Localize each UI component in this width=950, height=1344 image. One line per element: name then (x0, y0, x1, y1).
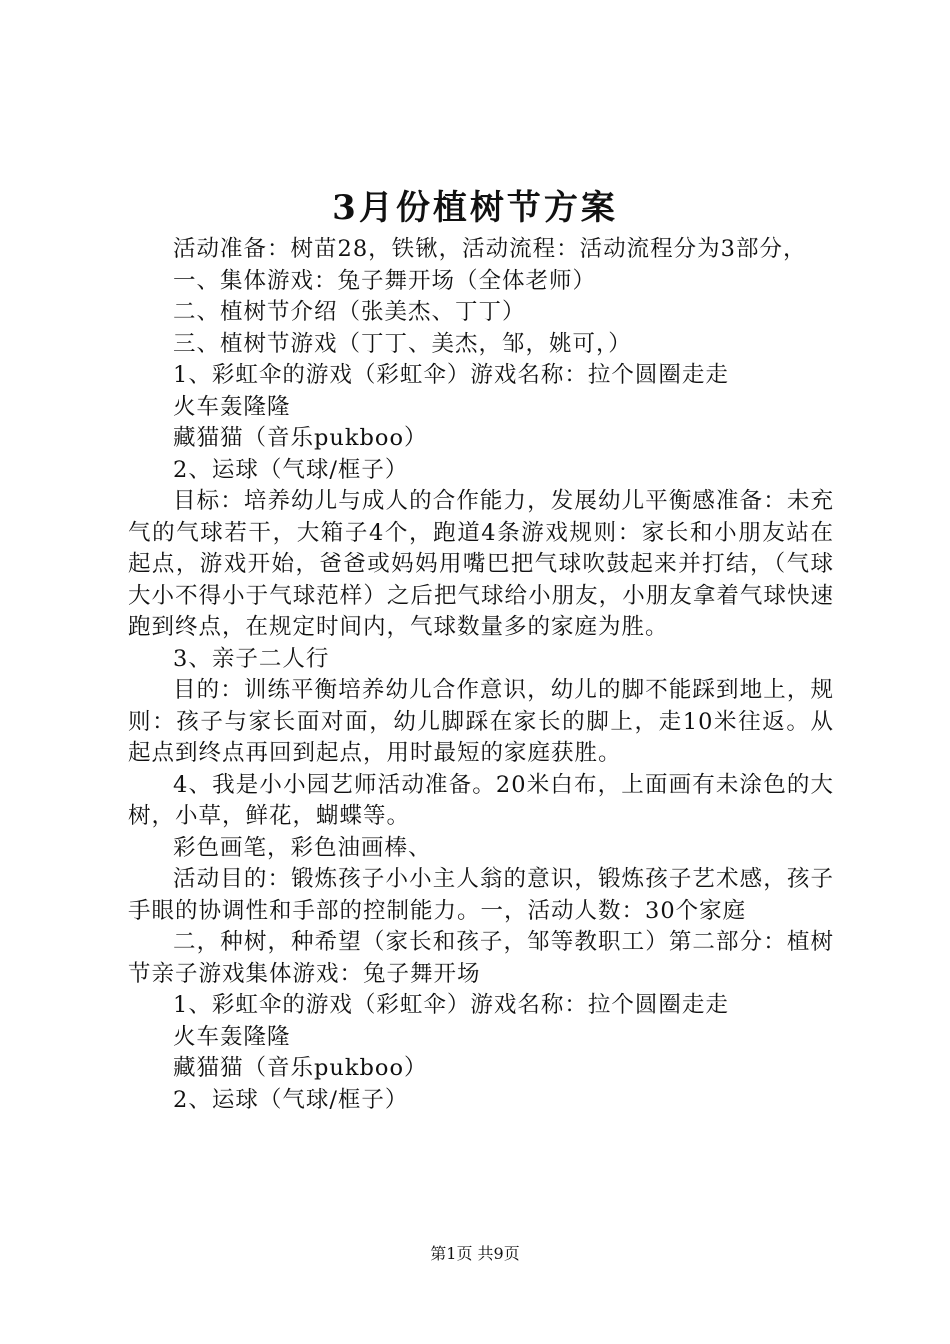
paragraph: 3、亲子二人行 (173, 645, 330, 672)
paragraph: 藏猫猫（音乐pukboo） (173, 1055, 428, 1081)
page-title: 3月份植树节方案 (332, 188, 618, 228)
paragraph: 三、植树节游戏（丁丁、美杰，邹，姚可，） (173, 330, 632, 357)
paragraph: 二，种树，种希望（家长和孩子，邹等教职工）第二部分：植树节亲子游戏集体游戏：兔子舞开场 (128, 929, 834, 987)
paragraph: 活动目的：锻炼孩子小小主人翁的意识，锻炼孩子艺术感，孩子手眼的协调性和手部的控制能力。一，活动人数：30个家庭 (128, 866, 834, 924)
paragraph: 藏猫猫（音乐pukboo） (173, 425, 428, 451)
paragraph: 4、我是小小园艺师活动准备。20米白布，上面画有未涂色的大树，小草，鲜花，蝴蝶等。 (128, 771, 834, 829)
paragraph: 二、植树节介绍（张美杰、丁丁） (173, 299, 526, 325)
document-body (128, 234, 834, 1116)
paragraph: 1、彩虹伞的游戏（彩虹伞）游戏名称：拉个圆圈走走 (173, 992, 729, 1018)
paragraph: 目的：训练平衡培养幼儿合作意识，幼儿的脚不能踩到地上，规则：孩子与家长面对面，幼儿脚踩在家长的脚上，走10米往返。从起点到终点再回到起点，用时最短的家庭获胜。 (128, 677, 834, 766)
paragraph: 活动准备：树苗28，铁锹，活动流程：活动流程分为3部分， (173, 236, 807, 262)
paragraph: 1、彩虹伞的游戏（彩虹伞）游戏名称：拉个圆圈走走 (173, 362, 729, 388)
paragraph: 一、集体游戏：兔子舞开场（全体老师） (173, 267, 597, 294)
paragraph: 目标：培养幼儿与成人的合作能力，发展幼儿平衡感准备：未充气的气球若干，大箱子4个，跑道4条游戏规则：家长和小朋友站在起点，游戏开始，爸爸或妈妈用嘴巴把气球吹鼓起来并打结，（气球大小不得小于气球范样）之后把气球给小朋友，小朋友拿着气球快速跑到终点，在规定时间内，气球数量多的家庭为胜。 (128, 488, 834, 640)
paragraph: 火车轰隆隆 (173, 1023, 291, 1050)
paragraph: 彩色画笔，彩色油画棒、 (173, 834, 432, 861)
page-footer: 第1页 共9页 (430, 1244, 520, 1263)
paragraph: 2、运球（气球/框子） (173, 1086, 409, 1113)
paragraph: 2、运球（气球/框子） (173, 456, 409, 483)
paragraph: 火车轰隆隆 (173, 393, 291, 420)
